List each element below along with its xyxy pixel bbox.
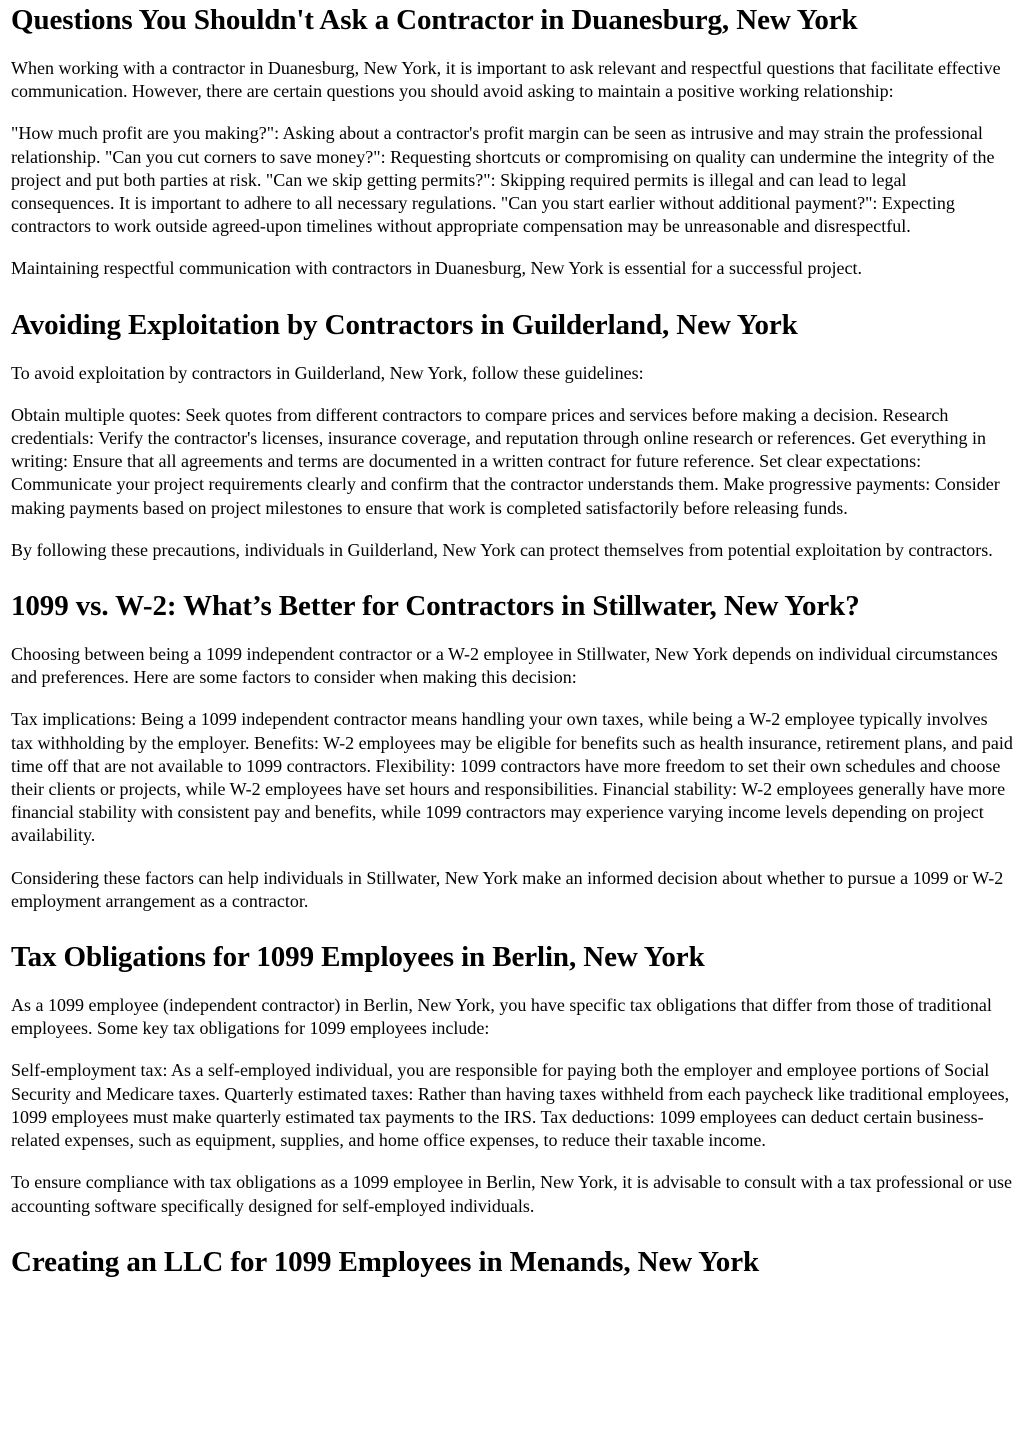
- paragraph-intro-duanesburg: When working with a contractor in Duanesburg, New York, it is important to ask relevant and respectful questions that facilitate effective communication. However, there are certain questions you should avoid asking to maintain a positive working relationship:: [11, 58, 1001, 102]
- section-heading-berlin: Tax Obligations for 1099 Employees in Berlin, New York: [11, 941, 705, 974]
- paragraph-intro-berlin: As a 1099 employee (independent contractor) in Berlin, New York, you have specific tax obligations that differ from those of traditional employees. Some key tax obligations for 1099 employees include:: [11, 995, 992, 1039]
- paragraph-factors-stillwater: Tax implications: Being a 1099 independent contractor means handling your own taxes, while being a W-2 employee typically involves tax withholding by the employer. Benefits: W-2 employees may be eligible for benefits such as health insurance, retirement plans, and paid time off that are not available to 1099 contractors. Flexibility: 1099 contractors have more freedom to set their own schedules and choose their clients or projects, while W-2 employees have set hours and responsibilities. Financial stability: W-2 employees generally have more financial stability with consistent pay and benefits, while 1099 contractors may experience varying income levels depending on project availability.: [11, 709, 1013, 846]
- section-heading-duanesburg: Questions You Shouldn't Ask a Contractor in Duanesburg, New York: [11, 4, 858, 36]
- paragraph-questions-duanesburg: "How much profit are you making?": Asking about a contractor's profit margin can be seen as intrusive and may strain the professional relationship. "Can you cut corners to save money?": Requesting shortcuts or compromising on quality can undermine the integrity of the project and put both parties at risk. "Can we skip getting permits?": Skipping required permits is illegal and can lead to legal consequences. It is important to adhere to all necessary regulations. "Can you start earlier without additional payment?": Expecting contractors to work outside agreed-upon timelines without appropriate compensation may be unreasonable and disrespectful.: [11, 123, 995, 237]
- section-heading-guilderland: Avoiding Exploitation by Contractors in Guilderland, New York: [11, 308, 798, 341]
- paragraph-obligations-berlin: Self-employment tax: As a self-employed individual, you are responsible for paying both the employer and employee portions of Social Security and Medicare taxes. Quarterly estimated taxes: Rather than having taxes withheld from each paycheck like traditional employees, 1099 employees must make quarterly estimated tax payments to the IRS. Tax deductions: 1099 employees can deduct certain business-related expenses, such as equipment, supplies, and home office expenses, to reduce their taxable income.: [11, 1060, 1010, 1151]
- paragraph-intro-guilderland: To avoid exploitation by contractors in Guilderland, New York, follow these guidelines:: [11, 362, 644, 383]
- paragraph-conclusion-duanesburg: Maintaining respectful communication with contractors in Duanesburg, New York is essential for a successful project.: [11, 258, 862, 279]
- paragraph-conclusion-guilderland: By following these precautions, individuals in Guilderland, New York can protect themselves from potential exploitation by contractors.: [11, 539, 993, 560]
- section-heading-stillwater: 1099 vs. W-2: What’s Better for Contractors in Stillwater, New York?: [11, 590, 860, 623]
- paragraph-intro-stillwater: Choosing between being a 1099 independent contractor or a W-2 employee in Stillwater, New York depends on individual circumstances and preferences. Here are some factors to consider when making this decision:: [11, 644, 998, 688]
- paragraph-conclusion-stillwater: Considering these factors can help individuals in Stillwater, New York make an informed decision about whether to pursue a 1099 or W-2 employment arrangement as a contractor.: [11, 867, 1004, 911]
- section-heading-menands: Creating an LLC for 1099 Employees in Menands, New York: [11, 1245, 759, 1278]
- paragraph-conclusion-berlin: To ensure compliance with tax obligations as a 1099 employee in Berlin, New York, it is advisable to consult with a tax professional or use accounting software specifically designed for self-employed individuals.: [11, 1172, 1013, 1216]
- paragraph-guidelines-guilderland: Obtain multiple quotes: Seek quotes from different contractors to compare prices and services before making a decision. Research credentials: Verify the contractor's licenses, insurance coverage, and reputation through online research or references. Get everything in writing: Ensure that all agreements and terms are documented in a written contract for future reference. Set clear expectations: Communicate your project requirements clearly and confirm that the contractor understands them. Make progressive payments: Consider making payments based on project milestones to ensure that work is completed satisfactorily before releasing funds.: [11, 404, 1000, 518]
- article: [0, 4, 1024, 1279]
